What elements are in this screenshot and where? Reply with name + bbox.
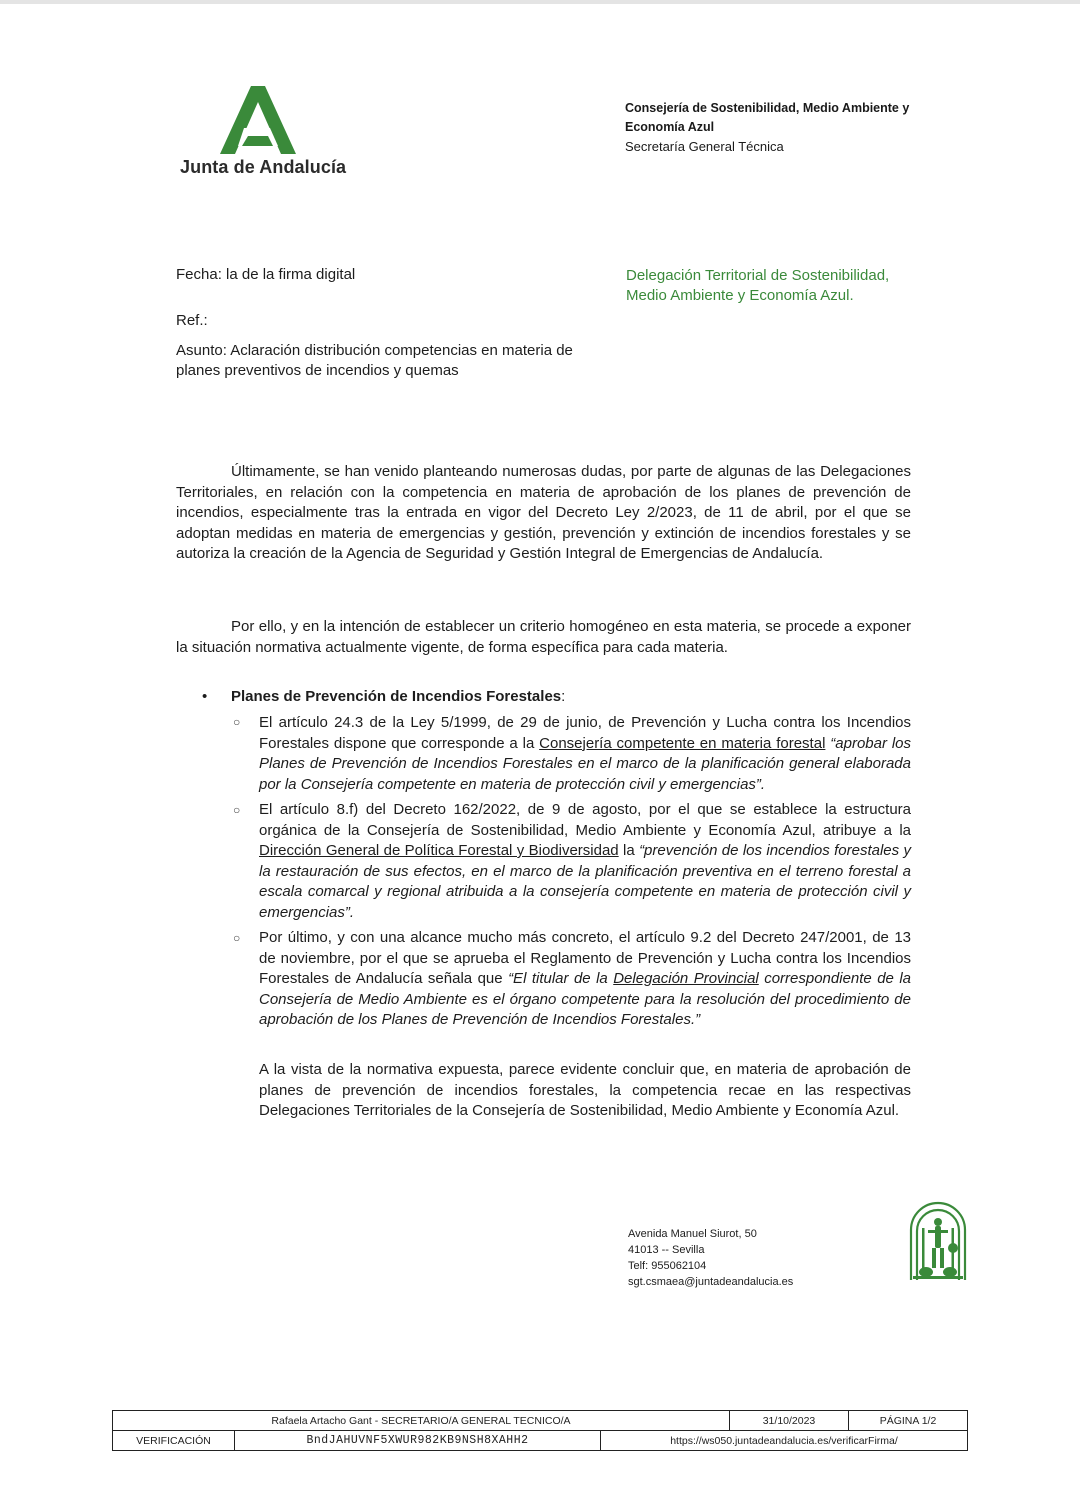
recipient: Delegación Territorial de Sostenibilidad, Medio Ambiente y Economía Azul. <box>626 267 890 304</box>
list-item-text: Por último, y con una alcance mucho más concreto, el artículo 9.2 del Decreto 247/2001, de 13 de noviembre, por el que se aprueba el Reglamento de Prevención y Lucha contra los Incendios Forestales de Andalucía señala que <box>259 929 911 987</box>
paragraph-criterion <box>176 617 911 658</box>
circle-bullet-icon: ○ <box>233 715 241 729</box>
list-item <box>259 713 911 795</box>
quoted-text: “El titular de la <box>508 970 614 987</box>
date-line: Fecha: la de la firma digital <box>176 266 356 283</box>
paragraph-criterion-text: Por ello, y en la intención de establecer un criterio homogéneo en esta materia, se procede a exponer la situación normativa actualmente vigente, de forma específica para cada materia. <box>176 618 911 656</box>
logo-name: Junta de Andalucía <box>180 157 347 177</box>
paragraph-conclusion: A la vista de la normativa expuesta, parece evidente concluir que, en materia de aprobación de planes de prevención de incendios forestales, la competencia recae en las respectivas Delegaciones Territoriales de la Consejería de Sostenibilidad, Medio Ambiente y Economía Azul. <box>259 1061 911 1119</box>
verification-url-cell[interactable]: https://ws050.juntadeandalucia.es/verificarFirma/ <box>601 1431 968 1451</box>
andalucia-crest-icon <box>908 1200 968 1282</box>
table-row <box>113 1431 968 1451</box>
section-heading <box>231 688 565 705</box>
verification-label-cell: VERIFICACIÓN <box>113 1431 235 1451</box>
underlined-term: Delegación Provincial <box>613 970 759 987</box>
paragraph-intro-text: Últimamente, se han venido planteando numerosas dudas, por parte de algunas de las Delegaciones Territoriales, en relación con la competencia en materia de aprobación de los planes de prevención de incendios, especialmente tras la entrada en vigor del Decreto Ley 2/2023, de 11 de abril, por el que se adoptan medidas en materia de emergencias y gestión, prevención y extinción de incendios forestales y se autoriza la creación de la Agencia de Seguridad y Gestión Integral de Emergencias de Andalucía. <box>176 463 911 562</box>
address-street: Avenida Manuel Siurot, 50 <box>628 1228 757 1240</box>
list-item-text: El artículo 24.3 de la Ley 5/1999, de 29 de junio, de Prevención y Lucha contra los Incendios Forestales dispone que corresponde a la <box>259 714 911 752</box>
address-city: 41013 -- Sevilla <box>628 1244 705 1256</box>
reference-line: Ref.: <box>176 312 208 329</box>
address-block <box>628 1226 793 1290</box>
circle-bullet-icon: ○ <box>233 803 241 817</box>
list-item <box>259 800 911 923</box>
section-heading-text: Planes de Prevención de Incendios Forestales <box>231 688 562 705</box>
page-number-cell: PÁGINA 1/2 <box>849 1411 968 1431</box>
address-email: sgt.csmaea@juntadeandalucia.es <box>628 1276 794 1288</box>
paragraph-intro <box>176 462 911 565</box>
consejeria-heading: Consejería de Sostenibilidad, Medio Ambiente y Economía Azul <box>625 101 910 134</box>
table-row <box>113 1411 968 1431</box>
signer-cell: Rafaela Artacho Gant - SECRETARIO/A GENERAL TECNICO/A <box>113 1411 730 1431</box>
circle-bullet-icon: ○ <box>233 931 241 945</box>
subject-line: Asunto: Aclaración distribución competencias en materia de planes preventivos de incendios y quemas <box>176 342 573 379</box>
quoted-text: “aprobar los Planes de Prevención de Incendios Forestales en el marco de la planificación general elaborada por la Consejería competente en materia de protección civil y emergencias”. <box>259 734 911 793</box>
bullet-icon: • <box>202 688 208 705</box>
section-heading-colon: : <box>561 688 566 705</box>
list-item <box>259 928 911 1031</box>
list-item-text: El artículo 8.f) del Decreto 162/2022, de 9 de agosto, por el que se establece la estructura orgánica de la Consejería de Sostenibilidad, Medio Ambiente y Economía Azul, atribuye a la <box>259 801 911 839</box>
address-phone: Telf: 955062104 <box>628 1260 707 1272</box>
page-top-edge <box>0 0 1080 4</box>
underlined-term: Consejería competente en materia forestal <box>539 734 826 752</box>
quoted-text: “prevención de los incendios forestales y la restauración de sus efectos, en el marco de la planificación preventiva en el terreno forestal a escala comarcal y regional atribuida a la consejería competente en materia de protección civil y emergencias”. <box>259 842 912 921</box>
verification-code-cell[interactable]: BndJAHUVNF5XWUR982KB9NSH8XAHH2 <box>235 1431 601 1451</box>
junta-andalucia-logo-icon <box>218 84 298 156</box>
signature-verification-table <box>112 1410 968 1451</box>
secretaria-heading: Secretaría General Técnica <box>625 139 784 154</box>
underlined-term: Dirección General de Política Forestal y Biodiversidad <box>259 842 619 859</box>
signature-date-cell: 31/10/2023 <box>730 1411 849 1431</box>
list-item-text: la <box>618 842 640 859</box>
quoted-text: correspondiente de la Consejería de Medio Ambiente es el órgano competente para la resolución del procedimiento de aprobación de los Planes de Prevención de Incendios Forestales.” <box>259 970 912 1028</box>
